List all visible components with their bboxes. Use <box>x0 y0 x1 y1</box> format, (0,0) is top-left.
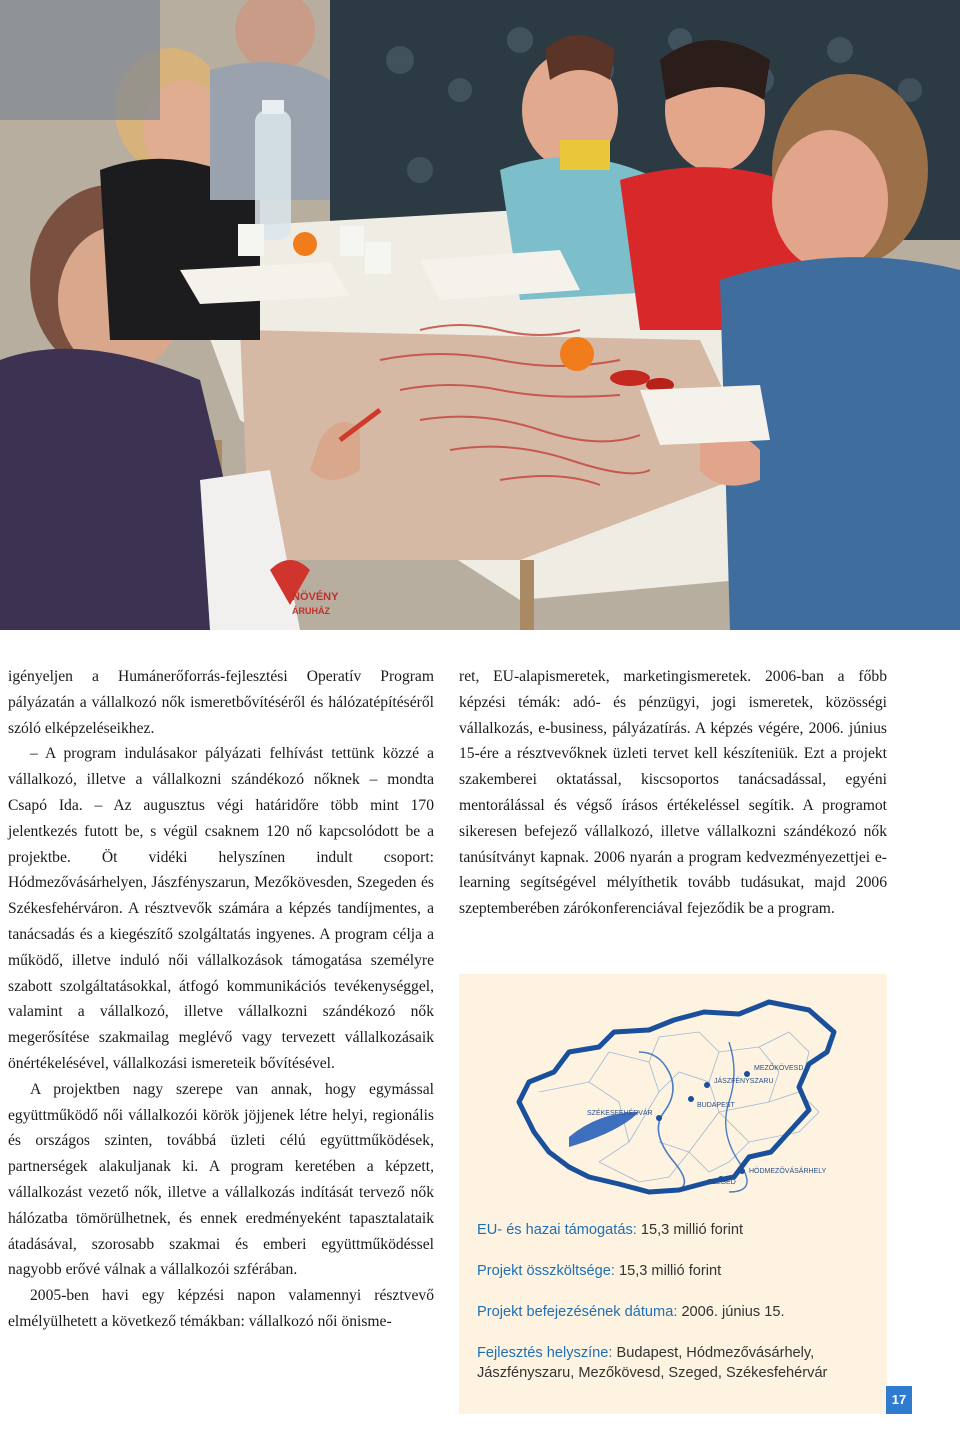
map-city-label: MEZŐKÖVESD <box>754 1065 804 1072</box>
right-text-column <box>459 664 887 922</box>
fact-location: Fejlesztés helyszíne: Budapest, Hódmezővásárhely, Jászfényszaru, Mezőkövesd, Szeged, Székesfehérvár <box>477 1345 828 1381</box>
paragraph: – A program indulásakor pályázati felhívást tettünk közzé a vállalkozó, illetve a vállalkozni szándékozó nőknek – mondta Csapó Ida. – Az augusztus végi határidőre több mint 170 jelentkezés futott be, s végül csaknem 120 nő kapcsolódott be a projektbe. Öt vidéki helyszínen indult csoport: Hódmezővásárhelyen, Jászfényszarun, Mezőkövesden, Szegeden és Székesfehérváron. A résztvevők számára a képzés tandíjmentes, a tanácsadás és a kiegészítő szolgáltatás ingyenes. A program célja a működő, illetve induló női vállalkozások támogatása személyre szabott szolgáltatásokkal, átfogó kommunikációs tevékenységgel, valamint a vállalkozó, illetve vállalkozni szándékozó nők megerősítése szakmailag meglévő vagy tervezett vállalkozásaik önértékelésével, vállalkozási ismereteik bővítésével. <box>8 745 434 1072</box>
left-text-column <box>8 664 434 1335</box>
bag-sign-text: NÖVÉNY <box>292 591 339 603</box>
paragraph: ret, EU-alapismeretek, marketingismeretek. 2006-ban a főbb képzési témák: adó- és pénzügyi, jogi ismeretek, közösségi vállalkozás, e-business, pályázatírás. A képzés végére, 2006. június 15-ére a résztvevőknek üzleti tervet kell készíteniük. Ezt a projekt szakemberei oktatással, kiscsoportos tanácsadással, egyéni mentorálással és végső írásos értékeléssel segítik. A programot sikeresen befejező vállalkozó, illetve vállalkozni szándékozó nők tanúsítványt kapnak. 2006 nyarán a program kedvezményezettjei e-learning segítségével mélyíthetik tovább tudásukat, majd 2006 szeptemberében zárókonferenciával fejeződik be a program. <box>459 668 887 918</box>
photo-workshop-icon <box>0 0 960 630</box>
map-city-label: SZEGED <box>707 1179 736 1186</box>
fact-end-date: Projekt befejezésének dátuma: 2006. június 15. <box>477 1304 785 1320</box>
hungary-map <box>509 992 849 1202</box>
fact-total-cost: Projekt összköltsége: 15,3 millió forint <box>477 1263 722 1279</box>
workshop-photo <box>0 0 960 630</box>
map-city-label: SZÉKESFEHÉRVÁR <box>587 1110 653 1117</box>
map-city-label: HÓDMEZŐVÁSÁRHELY <box>749 1168 827 1175</box>
map-city-label: JÁSZFÉNYSZARU <box>714 1078 774 1085</box>
svg-text:ÁRUHÁZ: ÁRUHÁZ <box>292 606 330 616</box>
paragraph: A projektben nagy szerepe van annak, hogy egymással együttműködő női vállalkozói körök jöjjenek létre helyi, regionális és országos szinten, továbbá üzleti célú együttműködések, partnerségek alakuljanak ki. A program keretében a képzett, vállalkozást vezető nők, illetve a vállalkozás indítását tervező nők hálózatba tömörülhetnek, és ennek eredményeként tapasztalataik átadásával, szorosabb szakmai és emberi együttműködéssel nagyobb erővé válnak a vállalkozói szférában. <box>8 1080 434 1279</box>
fact-funding: EU- és hazai támogatás: 15,3 millió forint <box>477 1222 744 1238</box>
project-info-box <box>459 974 887 1414</box>
paragraph: 2005-ben havi egy képzési napon valamennyi résztvevő elmélyülhetett a következő témákban: vállalkozó női önisme- <box>8 1287 434 1330</box>
paragraph: igényeljen a Humánerőforrás-fejlesztési Operatív Program pályázatán a vállalkozó nők ismeretbővítéséről és hálózatépítéséről szóló elképzeléseikhez. <box>8 668 434 737</box>
page-number: 17 <box>886 1386 912 1414</box>
project-facts <box>477 1220 877 1404</box>
map-city-label: BUDAPEST <box>697 1102 735 1109</box>
